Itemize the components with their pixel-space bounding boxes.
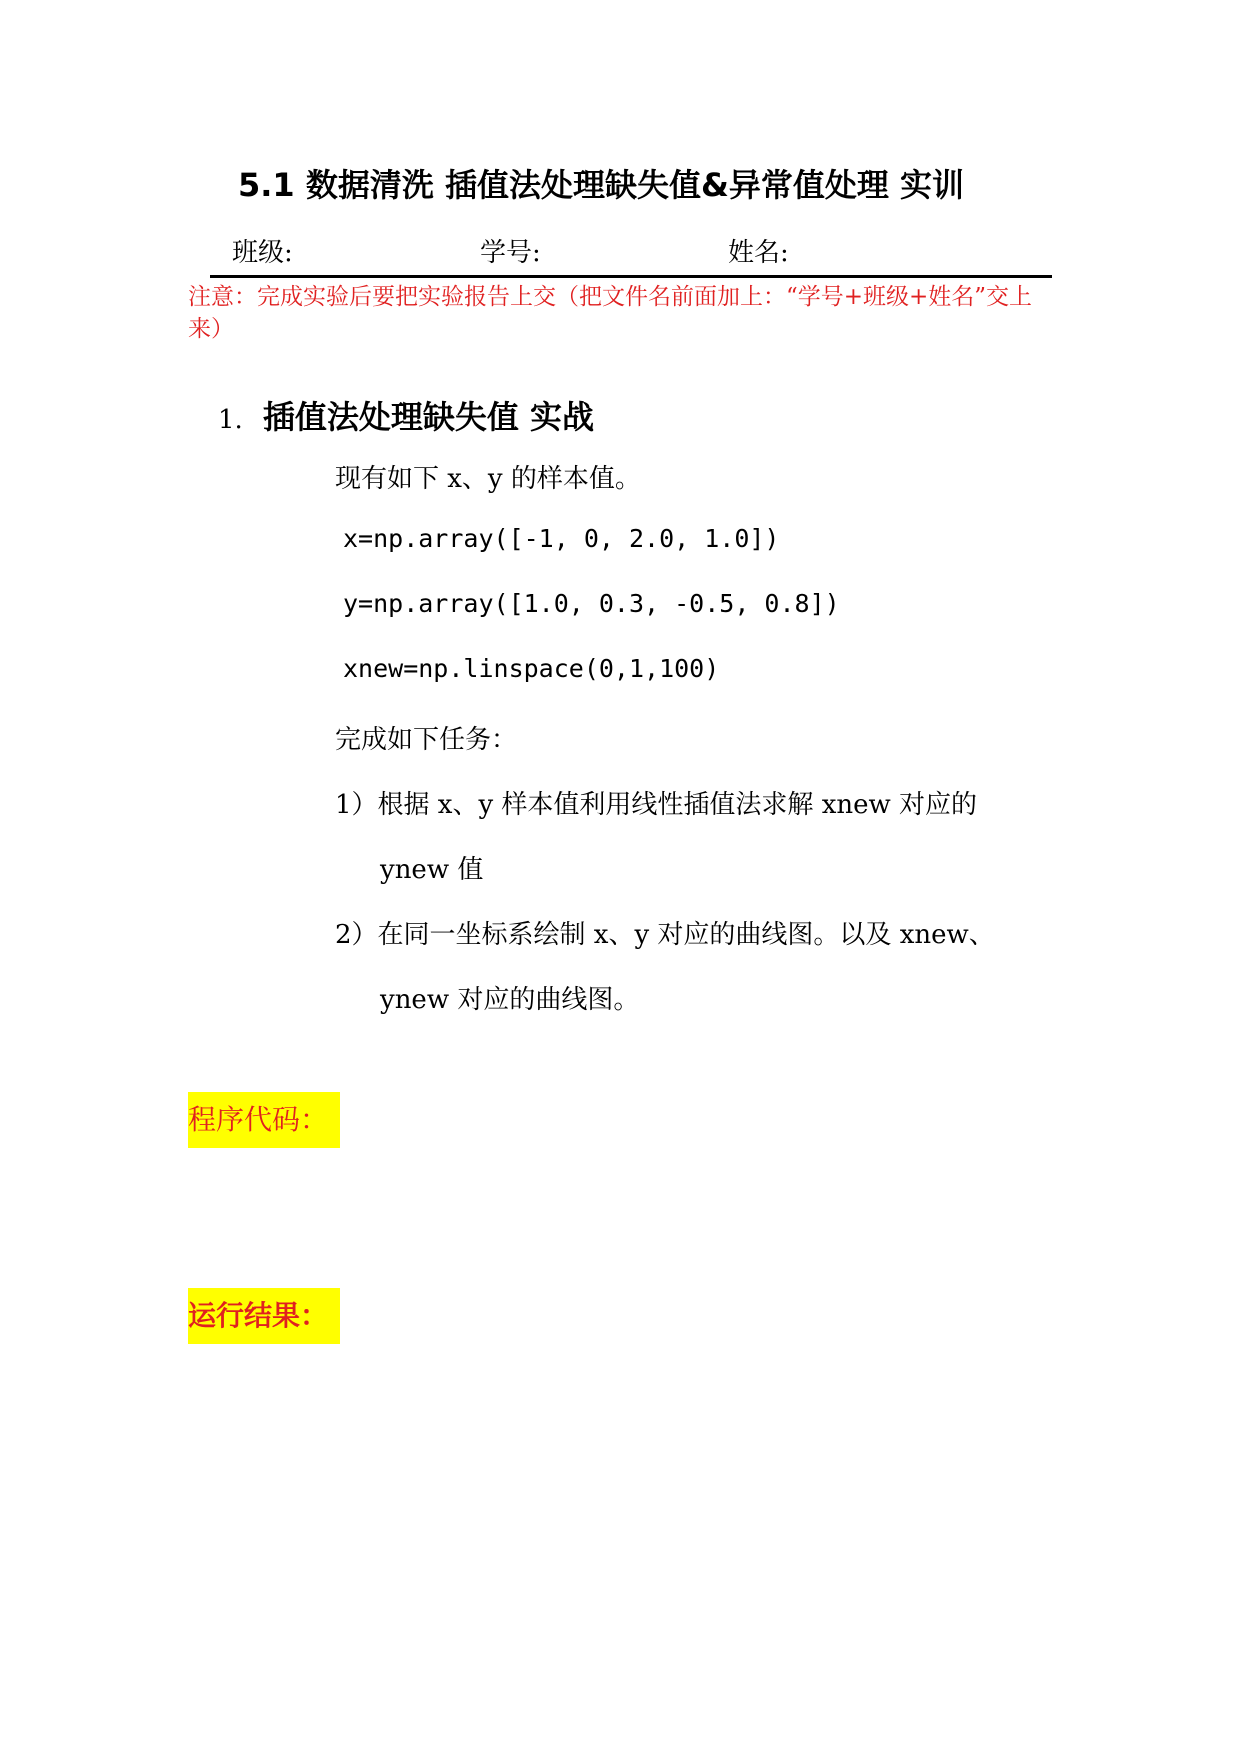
code-line-xnew: xnew=np.linspace(0,1,100) [343, 654, 720, 683]
task-1-continued: ynew 值 [380, 855, 484, 885]
result-section-label: 运行结果： [188, 1288, 340, 1344]
section-number: 1. [218, 405, 243, 435]
student-id-label: 学号: [480, 238, 541, 268]
submission-notice: 注意：完成实验后要把实验报告上交（把文件名前面加上：“学号+班级+姓名”交上来） [188, 284, 1033, 342]
task-1: 1）根据 x、y 样本值利用线性插值法求解 xnew 对应的 [335, 790, 978, 820]
student-name-label: 姓名: [728, 238, 789, 268]
code-section-label: 程序代码： [188, 1092, 340, 1148]
task-2: 2）在同一坐标系绘制 x、y 对应的曲线图。以及 xnew、 [335, 920, 995, 950]
task-2-continued: ynew 对应的曲线图。 [380, 985, 640, 1015]
code-line-x: x=np.array([-1, 0, 2.0, 1.0]) [343, 524, 780, 553]
class-label: 班级: [232, 238, 293, 268]
section-title-text: 插值法处理缺失值 实战 [262, 398, 594, 436]
code-line-y: y=np.array([1.0, 0.3, -0.5, 0.8]) [343, 589, 840, 618]
intro-text: 现有如下 x、y 的样本值。 [335, 464, 641, 494]
tasks-intro: 完成如下任务： [335, 725, 518, 755]
header-divider [210, 275, 1052, 278]
page-title: 5.1 数据清洗 插值法处理缺失值&异常值处理 实训 [238, 166, 965, 204]
section-heading [218, 392, 594, 438]
